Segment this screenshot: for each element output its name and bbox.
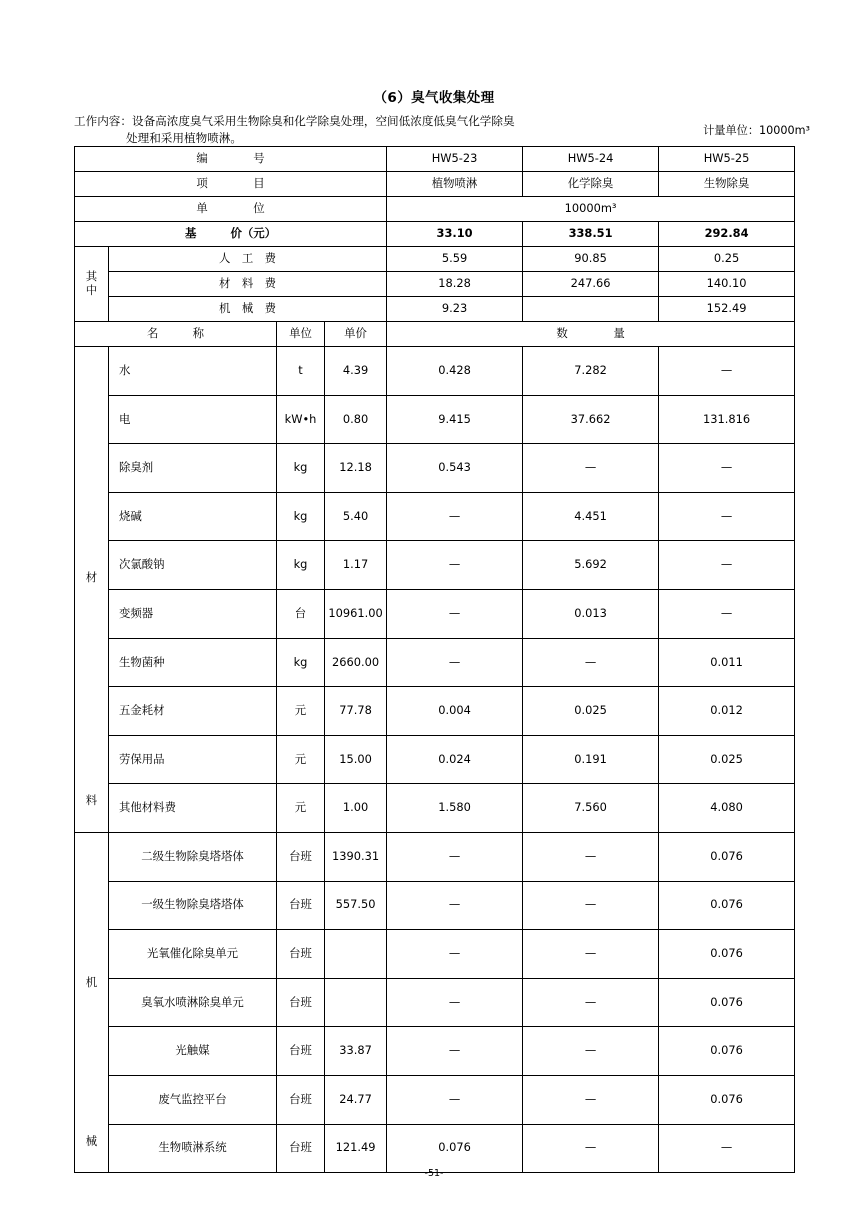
row-material-fee <box>75 272 795 297</box>
material-unit-2: kg <box>277 444 325 493</box>
material-fee-value-0: 18.28 <box>387 272 523 297</box>
material-qty-2-0: 0.543 <box>387 444 523 493</box>
cost-table-body <box>75 147 795 1173</box>
page-number: -51- <box>424 1168 444 1179</box>
material-unit-0: t <box>277 347 325 396</box>
row-label-material: 材 料 费 <box>109 272 387 297</box>
machine-price-2 <box>325 930 387 979</box>
material-price-9: 1.00 <box>325 784 387 833</box>
material-unit-3: kg <box>277 492 325 541</box>
machine-qty-4-0: — <box>387 1027 523 1076</box>
machine-price-5: 24.77 <box>325 1075 387 1124</box>
row-label-base-price: 基 价（元） <box>75 222 387 247</box>
material-unit-9: 元 <box>277 784 325 833</box>
machine-unit-1: 台班 <box>277 881 325 930</box>
col-header-name: 名 称 <box>75 322 277 347</box>
machine-name-5: 废气监控平台 <box>109 1075 277 1124</box>
material-name-1: 电 <box>109 395 277 444</box>
material-qty-9-2: 4.080 <box>659 784 795 833</box>
material-qty-7-2: 0.012 <box>659 687 795 736</box>
row-machine-fee <box>75 297 795 322</box>
machine-name-4: 光触媒 <box>109 1027 277 1076</box>
row-label-item: 项 目 <box>75 172 387 197</box>
row-label-machine: 机 械 费 <box>109 297 387 322</box>
material-name-7: 五金耗材 <box>109 687 277 736</box>
machine-qty-5-1: — <box>523 1075 659 1124</box>
code-value-1: HW5-24 <box>523 147 659 172</box>
material-price-3: 5.40 <box>325 492 387 541</box>
material-qty-1-0: 9.415 <box>387 395 523 444</box>
table-row <box>75 638 795 687</box>
work-content-line-2: 处理和采用植物喷淋。 <box>126 131 242 145</box>
machine-price-6: 121.49 <box>325 1124 387 1173</box>
row-base-price <box>75 222 795 247</box>
table-row <box>75 881 795 930</box>
material-qty-9-1: 7.560 <box>523 784 659 833</box>
material-name-3: 烧碱 <box>109 492 277 541</box>
row-label-unit: 单 位 <box>75 197 387 222</box>
table-row <box>75 444 795 493</box>
machine-qty-0-1: — <box>523 832 659 881</box>
machine-qty-2-0: — <box>387 930 523 979</box>
table-row <box>75 930 795 979</box>
code-value-0: HW5-23 <box>387 147 523 172</box>
machine-qty-1-2: 0.076 <box>659 881 795 930</box>
machine-qty-2-2: 0.076 <box>659 930 795 979</box>
machine-qty-4-1: — <box>523 1027 659 1076</box>
material-price-4: 1.17 <box>325 541 387 590</box>
material-qty-3-0: — <box>387 492 523 541</box>
material-qty-3-2: — <box>659 492 795 541</box>
material-unit-1: kW•h <box>277 395 325 444</box>
col-header-price: 单价 <box>325 322 387 347</box>
measure-unit-note: 计量单位：10000m³ <box>703 124 810 137</box>
material-qty-4-2: — <box>659 541 795 590</box>
machine-qty-2-1: — <box>523 930 659 979</box>
material-qty-4-1: 5.692 <box>523 541 659 590</box>
table-row <box>75 1075 795 1124</box>
table-row <box>75 735 795 784</box>
material-price-0: 4.39 <box>325 347 387 396</box>
material-price-1: 0.80 <box>325 395 387 444</box>
code-value-2: HW5-25 <box>659 147 795 172</box>
table-row <box>75 687 795 736</box>
material-unit-4: kg <box>277 541 325 590</box>
base-price-value-1: 338.51 <box>523 222 659 247</box>
material-name-6: 生物菌种 <box>109 638 277 687</box>
material-qty-5-2: — <box>659 589 795 638</box>
material-qty-8-0: 0.024 <box>387 735 523 784</box>
machine-name-0: 二级生物除臭塔塔体 <box>109 832 277 881</box>
labor-fee-value-2: 0.25 <box>659 247 795 272</box>
unit-value: 10000m³ <box>387 197 795 222</box>
machine-price-3 <box>325 978 387 1027</box>
material-qty-7-0: 0.004 <box>387 687 523 736</box>
row-code <box>75 147 795 172</box>
material-unit-8: 元 <box>277 735 325 784</box>
material-fee-value-2: 140.10 <box>659 272 795 297</box>
machine-qty-4-2: 0.076 <box>659 1027 795 1076</box>
table-row <box>75 1124 795 1173</box>
table-row <box>75 492 795 541</box>
machine-qty-6-1: — <box>523 1124 659 1173</box>
machine-name-3: 臭氧水喷淋除臭单元 <box>109 978 277 1027</box>
item-value-2: 生物除臭 <box>659 172 795 197</box>
row-label-code: 编 号 <box>75 147 387 172</box>
material-unit-6: kg <box>277 638 325 687</box>
labor-fee-value-1: 90.85 <box>523 247 659 272</box>
material-qty-8-1: 0.191 <box>523 735 659 784</box>
machine-price-1: 557.50 <box>325 881 387 930</box>
material-qty-5-1: 0.013 <box>523 589 659 638</box>
material-price-8: 15.00 <box>325 735 387 784</box>
machine-fee-value-2: 152.49 <box>659 297 795 322</box>
machine-qty-5-2: 0.076 <box>659 1075 795 1124</box>
material-qty-6-1: — <box>523 638 659 687</box>
machine-unit-2: 台班 <box>277 930 325 979</box>
material-qty-5-0: — <box>387 589 523 638</box>
machine-name-1: 一级生物除臭塔塔体 <box>109 881 277 930</box>
machine-price-4: 33.87 <box>325 1027 387 1076</box>
row-item <box>75 172 795 197</box>
material-unit-7: 元 <box>277 687 325 736</box>
material-name-2: 除臭剂 <box>109 444 277 493</box>
table-row <box>75 832 795 881</box>
machine-fee-value-1 <box>523 297 659 322</box>
material-price-5: 10961.00 <box>325 589 387 638</box>
machine-qty-1-0: — <box>387 881 523 930</box>
table-row <box>75 589 795 638</box>
machine-qty-0-0: — <box>387 832 523 881</box>
machine-qty-6-0: 0.076 <box>387 1124 523 1173</box>
material-price-2: 12.18 <box>325 444 387 493</box>
material-name-5: 变频器 <box>109 589 277 638</box>
material-qty-0-2: — <box>659 347 795 396</box>
machine-qty-0-2: 0.076 <box>659 832 795 881</box>
material-name-4: 次氯酸钠 <box>109 541 277 590</box>
material-qty-0-0: 0.428 <box>387 347 523 396</box>
material-price-7: 77.78 <box>325 687 387 736</box>
work-content-line-1: 设备高浓度臭气采用生物除臭和化学除臭处理，空间低浓度低臭气化学除臭 <box>131 114 515 128</box>
page-title: （6）臭气收集处理 <box>373 90 495 106</box>
table-row <box>75 541 795 590</box>
material-qty-0-1: 7.282 <box>523 347 659 396</box>
group-label-machine: 机 械 <box>75 832 109 1172</box>
machine-qty-3-1: — <box>523 978 659 1027</box>
material-name-9: 其他材料费 <box>109 784 277 833</box>
col-header-qty: 数 量 <box>387 322 795 347</box>
machine-qty-1-1: — <box>523 881 659 930</box>
of-which-label: 其 中 <box>75 247 109 322</box>
group-label-material: 材 料 <box>75 347 109 833</box>
labor-fee-value-0: 5.59 <box>387 247 523 272</box>
machine-unit-6: 台班 <box>277 1124 325 1173</box>
material-qty-9-0: 1.580 <box>387 784 523 833</box>
row-labor-fee <box>75 247 795 272</box>
material-qty-2-1: — <box>523 444 659 493</box>
machine-qty-3-0: — <box>387 978 523 1027</box>
machine-qty-3-2: 0.076 <box>659 978 795 1027</box>
material-qty-6-0: — <box>387 638 523 687</box>
material-qty-3-1: 4.451 <box>523 492 659 541</box>
row-unit <box>75 197 795 222</box>
material-qty-6-2: 0.011 <box>659 638 795 687</box>
col-header-unit: 单位 <box>277 322 325 347</box>
material-fee-value-1: 247.66 <box>523 272 659 297</box>
material-qty-1-1: 37.662 <box>523 395 659 444</box>
machine-qty-6-2: — <box>659 1124 795 1173</box>
work-content-label: 工作内容： <box>74 114 132 128</box>
material-qty-8-2: 0.025 <box>659 735 795 784</box>
machine-name-2: 光氧催化除臭单元 <box>109 930 277 979</box>
machine-price-0: 1390.31 <box>325 832 387 881</box>
machine-name-6: 生物喷淋系统 <box>109 1124 277 1173</box>
machine-qty-5-0: — <box>387 1075 523 1124</box>
material-qty-2-2: — <box>659 444 795 493</box>
machine-unit-0: 台班 <box>277 832 325 881</box>
material-unit-5: 台 <box>277 589 325 638</box>
work-content <box>74 113 694 147</box>
material-qty-7-1: 0.025 <box>523 687 659 736</box>
table-row <box>75 784 795 833</box>
machine-fee-value-0: 9.23 <box>387 297 523 322</box>
row-label-labor: 人 工 费 <box>109 247 387 272</box>
machine-unit-3: 台班 <box>277 978 325 1027</box>
item-value-0: 植物喷淋 <box>387 172 523 197</box>
table-row <box>75 1027 795 1076</box>
material-qty-1-2: 131.816 <box>659 395 795 444</box>
base-price-value-0: 33.10 <box>387 222 523 247</box>
item-value-1: 化学除臭 <box>523 172 659 197</box>
material-name-0: 水 <box>109 347 277 396</box>
machine-unit-5: 台班 <box>277 1075 325 1124</box>
material-price-6: 2660.00 <box>325 638 387 687</box>
cost-table-wrapper <box>74 146 794 1173</box>
table-row <box>75 978 795 1027</box>
table-row <box>75 395 795 444</box>
table-row <box>75 347 795 396</box>
machine-unit-4: 台班 <box>277 1027 325 1076</box>
base-price-value-2: 292.84 <box>659 222 795 247</box>
cost-table <box>74 146 795 1173</box>
material-qty-4-0: — <box>387 541 523 590</box>
material-name-8: 劳保用品 <box>109 735 277 784</box>
row-column-headers <box>75 322 795 347</box>
